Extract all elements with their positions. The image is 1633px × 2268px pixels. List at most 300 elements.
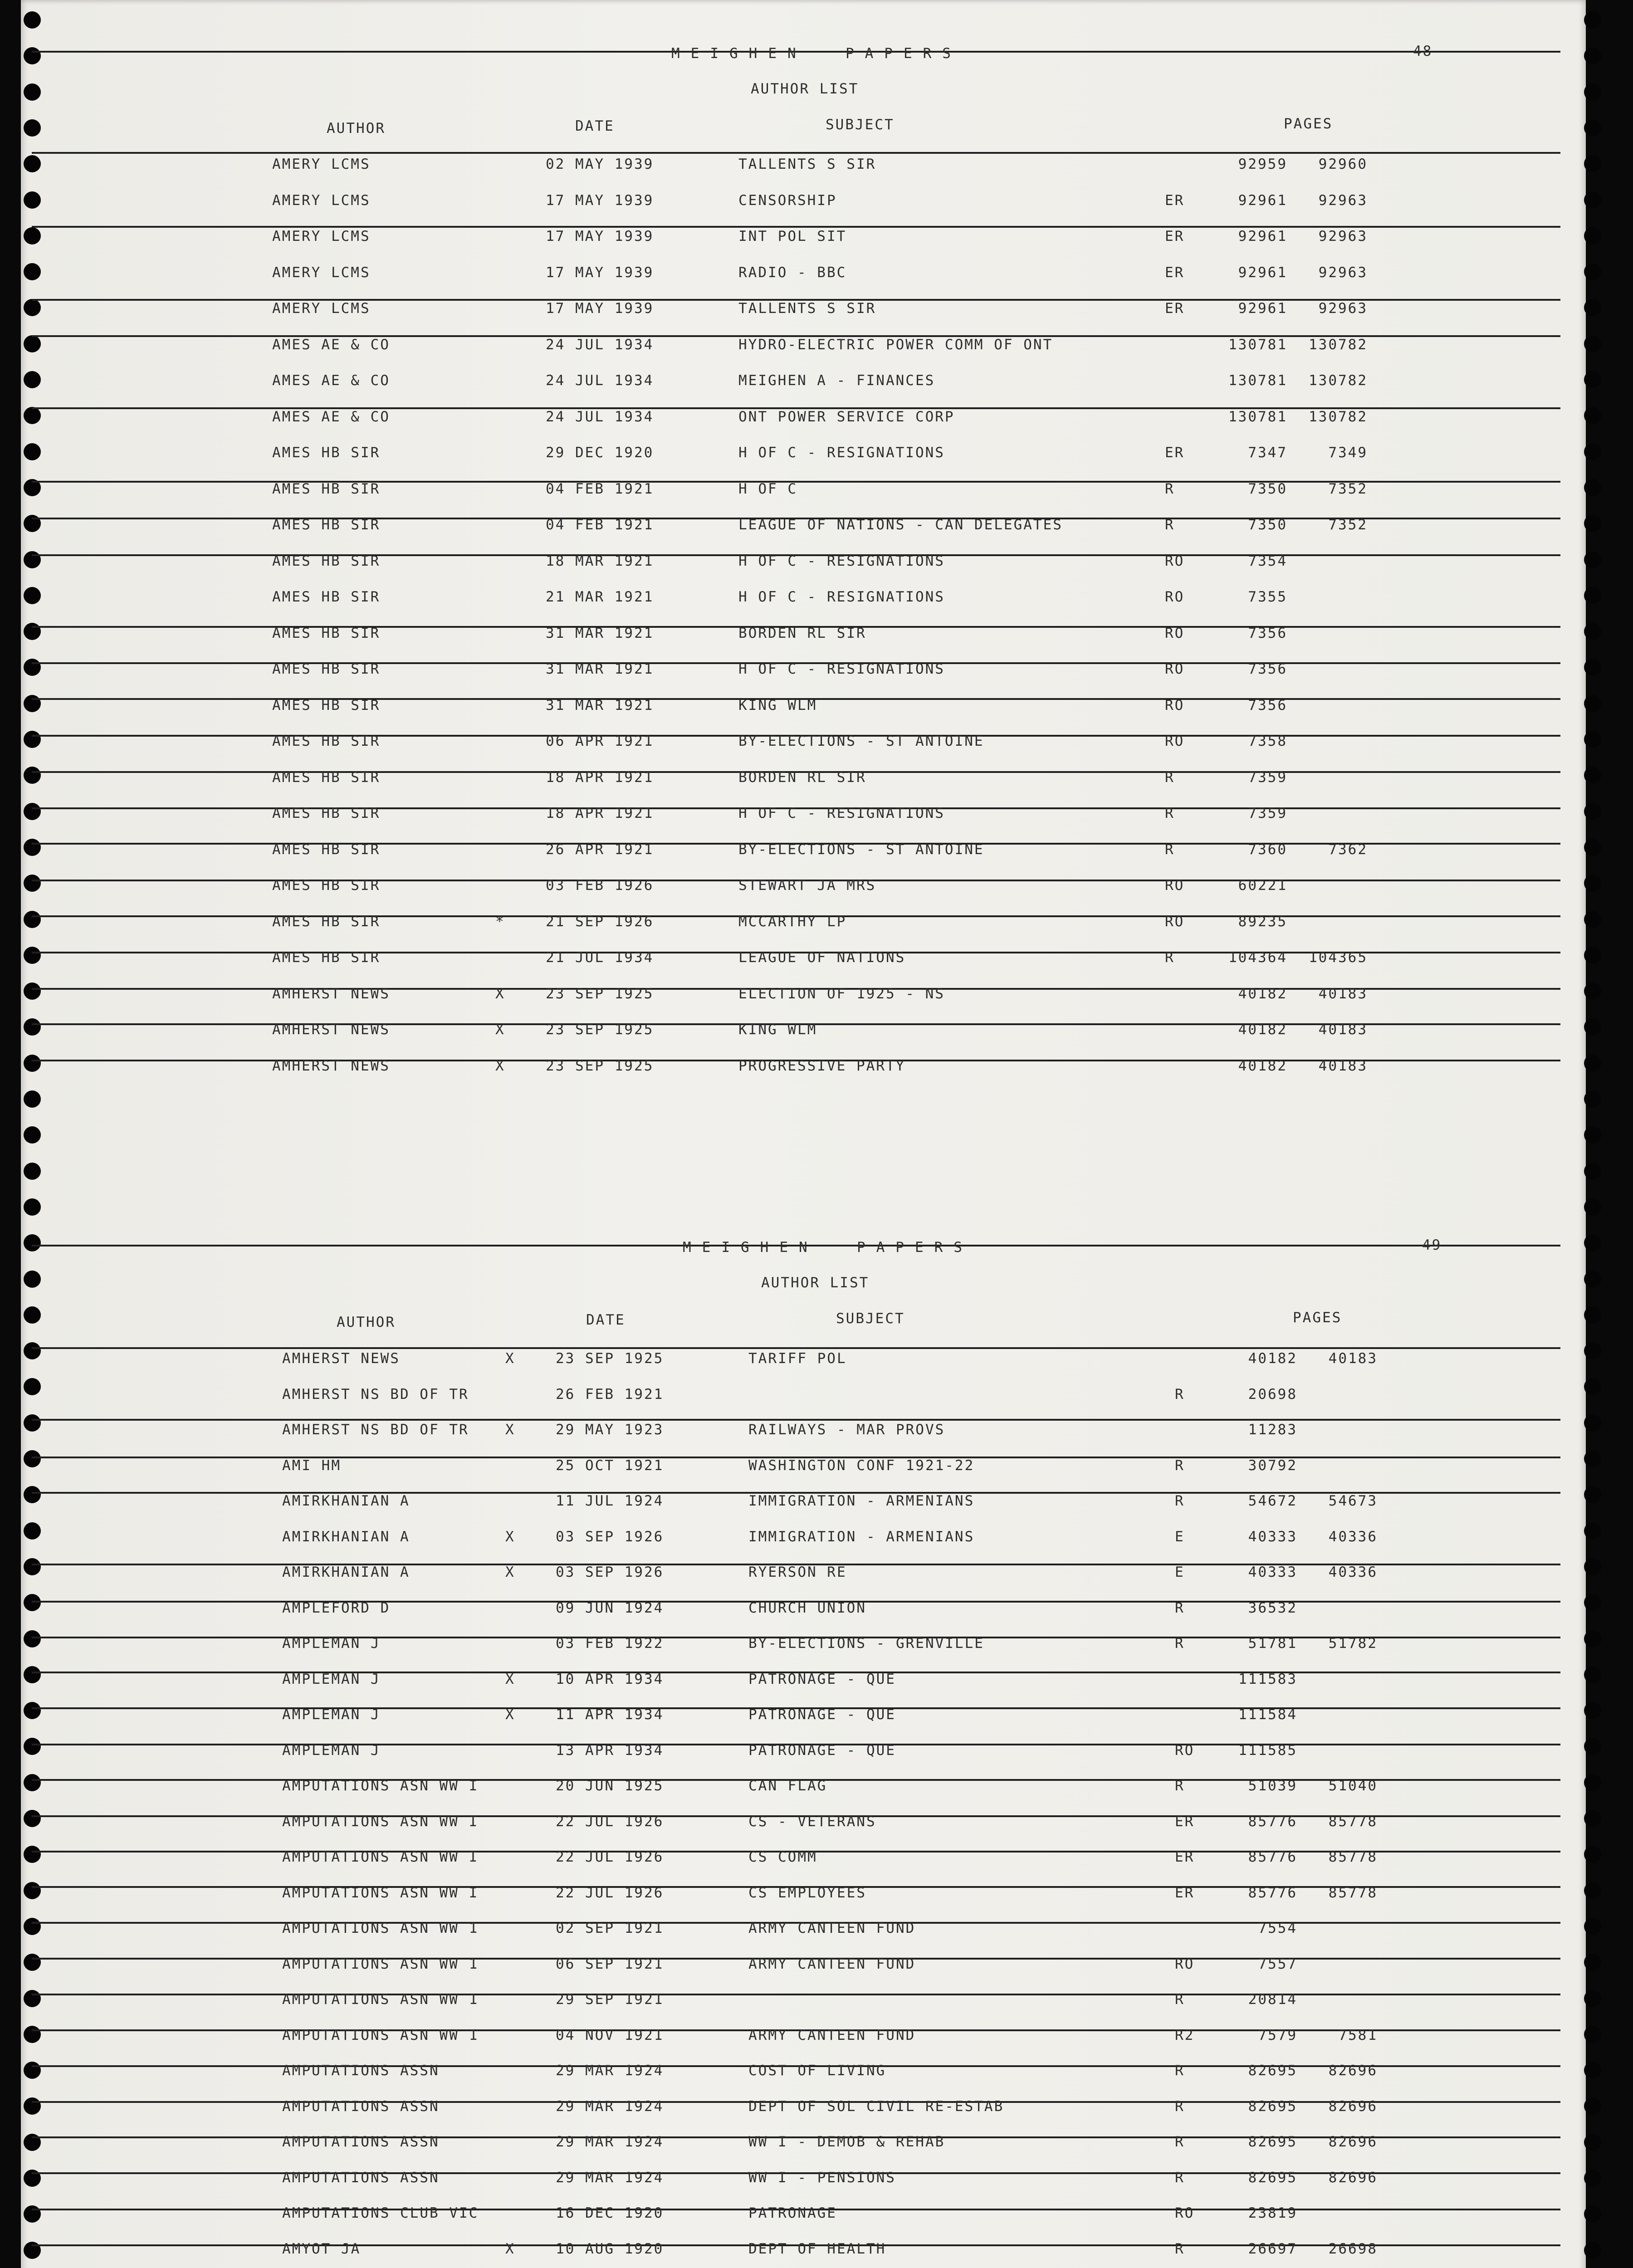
cell-author: AMPUTATIONS ASN WW 1 xyxy=(282,1920,479,1936)
cell-subject: PATRONAGE xyxy=(748,2205,837,2221)
cell-author: AMES HB SIR xyxy=(272,913,381,930)
cell-page-start: 82695 xyxy=(1248,2169,1297,2186)
tractor-hole xyxy=(24,1846,41,1863)
cell-subject: ARMY CANTEEN FUND xyxy=(748,2027,916,2043)
tractor-hole xyxy=(24,335,41,352)
cell-date: 04 FEB 1921 xyxy=(546,480,654,497)
cell-subject: CS EMPLOYEES xyxy=(748,1884,866,1901)
cell-flag: X xyxy=(495,1057,505,1074)
column-header-pages: PAGES xyxy=(1284,116,1333,132)
cell-date: 29 SEP 1921 xyxy=(556,1991,664,2008)
cell-subject: IMMIGRATION - ARMENIANS xyxy=(748,1493,975,1509)
row-separator-line xyxy=(32,1419,1560,1421)
cell-flag: X xyxy=(505,1350,515,1367)
cell-author: AMPUTATIONS ASN WW I xyxy=(282,1813,479,1830)
cell-page-start: 40333 xyxy=(1248,1564,1297,1580)
cell-code: E xyxy=(1175,1528,1185,1545)
cell-page-start: 51039 xyxy=(1248,1778,1297,1794)
tractor-hole xyxy=(24,1810,41,1827)
cell-author: AMPUTATIONS ASN WW I xyxy=(282,1778,479,1794)
tractor-hole xyxy=(24,1918,41,1935)
column-header-subject: SUBJECT xyxy=(826,117,895,133)
cell-page-end: 40183 xyxy=(1318,1057,1368,1074)
tractor-hole xyxy=(1584,155,1601,172)
cell-date: 02 MAY 1939 xyxy=(546,156,654,172)
tractor-hole xyxy=(24,1271,41,1288)
cell-date: 29 MAR 1924 xyxy=(556,2134,664,2150)
cell-page-start: 7350 xyxy=(1248,480,1287,497)
tractor-hole xyxy=(1584,587,1601,604)
cell-author: AMES HB SIR xyxy=(272,877,381,894)
cell-page-start: 104364 xyxy=(1228,949,1287,966)
cell-author: AMHERST NEWS xyxy=(272,1022,390,1038)
cell-page-start: 7356 xyxy=(1248,697,1287,714)
cell-code: RO xyxy=(1165,733,1185,749)
tractor-hole xyxy=(1584,1954,1601,1971)
cell-date: 23 SEP 1925 xyxy=(546,1022,654,1038)
list-subtitle: AUTHOR LIST xyxy=(761,1275,870,1291)
tractor-hole xyxy=(1584,1163,1601,1180)
cell-code: R xyxy=(1175,1599,1185,1616)
cell-code: R xyxy=(1175,1493,1185,1509)
tractor-hole xyxy=(1584,875,1601,892)
cell-subject: H OF C - RESIGNATIONS xyxy=(738,589,945,605)
cell-page-end: 85778 xyxy=(1328,1849,1378,1865)
tractor-hole xyxy=(1584,1306,1601,1324)
cell-code: RO xyxy=(1165,877,1185,894)
tractor-hole xyxy=(24,1630,41,1647)
left-tractor-holes xyxy=(22,0,43,2268)
cell-author: AMES AE & CO xyxy=(272,372,390,389)
cell-date: 25 OCT 1921 xyxy=(556,1457,664,1474)
cell-code: ER xyxy=(1165,445,1185,461)
cell-subject: TALLENTS S SIR xyxy=(738,300,876,317)
cell-date: 29 MAY 1923 xyxy=(556,1422,664,1438)
cell-date: 11 APR 1934 xyxy=(556,1706,664,1723)
cell-author: AMES HB SIR xyxy=(272,697,381,714)
cell-subject: RAILWAYS - MAR PROVS xyxy=(748,1422,945,1438)
tractor-hole xyxy=(1584,731,1601,748)
tractor-hole xyxy=(1584,1774,1601,1791)
tractor-hole xyxy=(1584,2170,1601,2187)
cell-subject: WASHINGTON CONF 1921-22 xyxy=(748,1457,975,1474)
cell-author: AMHERST NS BD OF TR xyxy=(282,1422,469,1438)
tractor-hole xyxy=(24,407,41,424)
cell-code: ER xyxy=(1165,264,1185,281)
cell-author: AMYOT JA xyxy=(282,2240,361,2257)
tractor-hole xyxy=(24,1666,41,1683)
tractor-hole xyxy=(1584,1738,1601,1755)
tractor-hole xyxy=(1584,1342,1601,1359)
tractor-hole xyxy=(24,2062,41,2079)
cell-author: AMERY LCMS xyxy=(272,228,371,244)
cell-code: R xyxy=(1175,1778,1185,1794)
cell-page-start: 7359 xyxy=(1248,805,1287,821)
tractor-hole xyxy=(24,1450,41,1467)
cell-subject: KING WLM xyxy=(738,697,817,714)
tractor-hole xyxy=(1584,1918,1601,1935)
cell-page-end: 40336 xyxy=(1328,1564,1378,1580)
tractor-hole xyxy=(1584,947,1601,964)
tractor-hole xyxy=(1584,803,1601,820)
cell-date: 03 FEB 1926 xyxy=(546,877,654,894)
cell-date: 17 MAY 1939 xyxy=(546,264,654,281)
cell-page-end: 130782 xyxy=(1309,372,1368,389)
tractor-hole xyxy=(1584,982,1601,1000)
cell-subject: CHURCH UNION xyxy=(748,1599,866,1616)
tractor-hole xyxy=(24,1594,41,1611)
cell-date: 23 SEP 1925 xyxy=(546,985,654,1002)
cell-flag: * xyxy=(495,913,505,930)
cell-date: 21 SEP 1926 xyxy=(546,913,654,930)
cell-flag: X xyxy=(505,1564,515,1580)
tractor-hole xyxy=(1584,299,1601,316)
cell-subject: TALLENTS S SIR xyxy=(738,156,876,172)
cell-date: 20 JUN 1925 xyxy=(556,1778,664,1794)
row-separator-line xyxy=(32,226,1560,228)
cell-subject: PATRONAGE - QUE xyxy=(748,1671,896,1687)
cell-author: AMHERST NS BD OF TR xyxy=(282,1386,469,1403)
cell-page-start: 40182 xyxy=(1238,985,1287,1002)
cell-subject: H OF C - RESIGNATIONS xyxy=(738,661,945,677)
cell-author: AMPLEMAN J xyxy=(282,1706,381,1723)
right-tractor-holes xyxy=(1582,0,1603,2268)
cell-page-start: 20698 xyxy=(1248,1386,1297,1403)
cell-page-start: 85776 xyxy=(1248,1813,1297,1830)
cell-date: 24 JUL 1934 xyxy=(546,336,654,353)
cell-author: AMIRKHANIAN A xyxy=(282,1564,410,1580)
cell-code: E xyxy=(1175,1564,1185,1580)
cell-author: AMES HB SIR xyxy=(272,480,381,497)
tractor-hole xyxy=(24,1126,41,1144)
tractor-hole xyxy=(24,299,41,316)
tractor-hole xyxy=(1584,407,1601,424)
tractor-hole xyxy=(24,1774,41,1791)
cell-date: 06 APR 1921 xyxy=(546,733,654,749)
cell-author: AMES AE & CO xyxy=(272,336,390,353)
tractor-hole xyxy=(1584,263,1601,280)
cell-subject: WW I - DEMOB & REHAB xyxy=(748,2134,945,2150)
tractor-hole xyxy=(24,1702,41,1719)
cell-code: RO xyxy=(1165,589,1185,605)
row-separator-line xyxy=(32,152,1560,154)
tractor-hole xyxy=(24,803,41,820)
tractor-hole xyxy=(24,263,41,280)
cell-page-start: 7557 xyxy=(1258,1955,1297,1972)
cell-subject: HYDRO-ELECTRIC POWER COMM OF ONT xyxy=(738,336,1053,353)
cell-author: AMIRKHANIAN A xyxy=(282,1493,410,1509)
cell-date: 16 DEC 1920 xyxy=(556,2205,664,2221)
tractor-hole xyxy=(1584,767,1601,784)
cell-page-start: 7350 xyxy=(1248,517,1287,533)
cell-code: R xyxy=(1165,841,1175,858)
tractor-hole xyxy=(1584,1271,1601,1288)
cell-page-end: 92960 xyxy=(1318,156,1368,172)
tractor-hole xyxy=(1584,443,1601,460)
cell-page-start: 111585 xyxy=(1238,1742,1297,1759)
column-header-author: AUTHOR xyxy=(327,120,386,137)
tractor-hole xyxy=(24,1163,41,1180)
column-header-pages: PAGES xyxy=(1293,1310,1342,1326)
tractor-hole xyxy=(24,2205,41,2223)
cell-code: ER xyxy=(1165,228,1185,244)
tractor-hole xyxy=(1584,371,1601,388)
cell-subject: TARIFF POL xyxy=(748,1350,847,1367)
cell-page-start: 20814 xyxy=(1248,1991,1297,2008)
cell-author: AMPUTATIONS ASSN xyxy=(282,2134,440,2150)
cell-subject: H OF C - RESIGNATIONS xyxy=(738,552,945,569)
cell-flag: X xyxy=(505,1706,515,1723)
tractor-hole xyxy=(1584,551,1601,568)
tractor-hole xyxy=(1584,1882,1601,1899)
cell-subject: ONT POWER SERVICE CORP xyxy=(738,408,955,425)
tractor-hole xyxy=(24,1882,41,1899)
cell-flag: X xyxy=(495,1022,505,1038)
cell-page-end: 92963 xyxy=(1318,192,1368,209)
tractor-hole xyxy=(1584,839,1601,856)
cell-page-start: 7354 xyxy=(1248,552,1287,569)
cell-date: 22 JUL 1926 xyxy=(556,1849,664,1865)
cell-page-start: 26697 xyxy=(1248,2240,1297,2257)
cell-page-start: 60221 xyxy=(1238,877,1287,894)
tractor-hole xyxy=(1584,47,1601,64)
cell-page-start: 92961 xyxy=(1238,228,1287,244)
cell-author: AMES HB SIR xyxy=(272,552,381,569)
cell-subject: BY-ELECTIONS - GRENVILLE xyxy=(748,1635,984,1652)
tractor-hole xyxy=(24,1198,41,1216)
cell-date: 24 JUL 1934 xyxy=(546,372,654,389)
cell-subject: COST OF LIVING xyxy=(748,2063,886,2079)
cell-author: AMHERST NEWS xyxy=(282,1350,400,1367)
tractor-hole xyxy=(24,1522,41,1540)
cell-subject: CENSORSHIP xyxy=(738,192,837,209)
cell-author: AMES HB SIR xyxy=(272,445,381,461)
tractor-hole xyxy=(1584,1630,1601,1647)
cell-author: AMERY LCMS xyxy=(272,192,371,209)
cell-page-start: 51781 xyxy=(1248,1635,1297,1652)
cell-date: 09 JUN 1924 xyxy=(556,1599,664,1616)
cell-date: 06 SEP 1921 xyxy=(556,1955,664,1972)
cell-page-start: 130781 xyxy=(1228,336,1287,353)
row-separator-line xyxy=(32,1994,1560,1995)
tractor-hole xyxy=(24,1486,41,1503)
tractor-hole xyxy=(1584,1126,1601,1144)
cell-page-end: 130782 xyxy=(1309,336,1368,353)
cell-date: 02 SEP 1921 xyxy=(556,1920,664,1936)
cell-author: AMERY LCMS xyxy=(272,156,371,172)
cell-subject: DEPT OF HEALTH xyxy=(748,2240,886,2257)
tractor-hole xyxy=(24,659,41,676)
cell-subject: BORDEN RL SIR xyxy=(738,625,866,641)
tractor-hole xyxy=(24,119,41,137)
tractor-hole xyxy=(24,839,41,856)
column-header-date: DATE xyxy=(575,118,615,134)
cell-page-start: 111583 xyxy=(1238,1671,1297,1687)
tractor-hole xyxy=(24,1055,41,1072)
cell-page-start: 82695 xyxy=(1248,2098,1297,2115)
cell-page-end: 40183 xyxy=(1318,1022,1368,1038)
tractor-hole xyxy=(24,911,41,928)
cell-page-start: 89235 xyxy=(1238,913,1287,930)
cell-subject: STEWART JA MRS xyxy=(738,877,876,894)
cell-page-start: 23819 xyxy=(1248,2205,1297,2221)
cell-author: AMPUTATIONS ASSN xyxy=(282,2063,440,2079)
tractor-hole xyxy=(24,587,41,604)
tractor-hole xyxy=(1584,1378,1601,1395)
tractor-hole xyxy=(1584,11,1601,29)
tractor-hole xyxy=(1584,1810,1601,1827)
cell-subject: BORDEN RL SIR xyxy=(738,769,866,786)
cell-date: 23 SEP 1925 xyxy=(556,1350,664,1367)
cell-subject: PROGRESSIVE PARTY xyxy=(738,1057,906,1074)
cell-subject: RADIO - BBC xyxy=(738,264,847,281)
cell-code: ER xyxy=(1165,300,1185,317)
cell-page-end: 51040 xyxy=(1328,1778,1378,1794)
cell-date: 22 JUL 1926 xyxy=(556,1884,664,1901)
cell-author: AMIRKHANIAN A xyxy=(282,1528,410,1545)
cell-date: 18 APR 1921 xyxy=(546,769,654,786)
cell-author: AMHERST NEWS xyxy=(272,1057,390,1074)
cell-author: AMPUTATIONS ASN WW I xyxy=(282,1884,479,1901)
cell-subject: CS COMM xyxy=(748,1849,817,1865)
cell-page-start: 40333 xyxy=(1248,1528,1297,1545)
tractor-hole xyxy=(1584,1594,1601,1611)
cell-page-start: 7356 xyxy=(1248,661,1287,677)
cell-subject: H OF C - RESIGNATIONS xyxy=(738,805,945,821)
tractor-hole xyxy=(1584,911,1601,928)
tractor-hole xyxy=(24,371,41,388)
cell-subject: WW I - PENSIONS xyxy=(748,2169,896,2186)
cell-subject: DEPT OF SOL CIVIL RE-ESTAB xyxy=(748,2098,1004,2115)
cell-code: ER xyxy=(1175,1813,1195,1830)
cell-page-end: 85778 xyxy=(1328,1813,1378,1830)
cell-page-end: 40336 xyxy=(1328,1528,1378,1545)
cell-subject: ARMY CANTEEN FUND xyxy=(748,1920,916,1936)
tractor-hole xyxy=(1584,335,1601,352)
cell-date: 10 AUG 1920 xyxy=(556,2240,664,2257)
cell-author: AMES HB SIR xyxy=(272,661,381,677)
tractor-hole xyxy=(1584,1990,1601,2007)
cell-page-start: 130781 xyxy=(1228,372,1287,389)
tractor-hole xyxy=(24,947,41,964)
cell-page-end: 7349 xyxy=(1328,445,1368,461)
cell-author: AMPUTATIONS ASN WW 1 xyxy=(282,1955,479,1972)
cell-subject: PATRONAGE - QUE xyxy=(748,1742,896,1759)
cell-author: AMES HB SIR xyxy=(272,733,381,749)
tractor-hole xyxy=(1584,2134,1601,2151)
cell-subject: H OF C xyxy=(738,480,797,497)
cell-code: R xyxy=(1165,769,1175,786)
cell-author: AMES HB SIR xyxy=(272,841,381,858)
tractor-hole xyxy=(1584,191,1601,209)
cell-page-end: 7581 xyxy=(1338,2027,1378,2043)
tractor-hole xyxy=(24,1342,41,1359)
cell-page-start: 7356 xyxy=(1248,625,1287,641)
cell-subject: CS - VETERANS xyxy=(748,1813,876,1830)
cell-code: R xyxy=(1175,2240,1185,2257)
tractor-hole xyxy=(24,551,41,568)
cell-page-start: 111584 xyxy=(1238,1706,1297,1723)
cell-page-end: 104365 xyxy=(1309,949,1368,966)
cell-author: AMES AE & CO xyxy=(272,408,390,425)
cell-page-start: 7360 xyxy=(1248,841,1287,858)
cell-page-end: 51782 xyxy=(1328,1635,1378,1652)
tractor-hole xyxy=(24,1414,41,1432)
cell-page-start: 54672 xyxy=(1248,1493,1297,1509)
tractor-hole xyxy=(1584,515,1601,532)
cell-author: AMI HM xyxy=(282,1457,341,1474)
tractor-hole xyxy=(1584,623,1601,640)
cell-author: AMPUTATIONS ASN WW 1 xyxy=(282,1991,479,2008)
tractor-hole xyxy=(1584,479,1601,496)
tractor-hole xyxy=(24,2026,41,2043)
cell-author: AMPUTATIONS ASN WW I xyxy=(282,1849,479,1865)
tractor-hole xyxy=(1584,1414,1601,1432)
cell-subject: H OF C - RESIGNATIONS xyxy=(738,445,945,461)
cell-date: 23 SEP 1925 xyxy=(546,1057,654,1074)
cell-code: R xyxy=(1165,480,1175,497)
tractor-hole xyxy=(1584,2097,1601,2115)
tractor-hole xyxy=(24,1954,41,1971)
column-header-subject: SUBJECT xyxy=(836,1310,905,1327)
cell-code: R2 xyxy=(1175,2027,1195,2043)
cell-author: AMPLEMAN J xyxy=(282,1742,381,1759)
cell-author: AMES HB SIR xyxy=(272,949,381,966)
cell-date: 04 FEB 1921 xyxy=(546,517,654,533)
cell-date: 26 APR 1921 xyxy=(546,841,654,858)
cell-page-start: 7579 xyxy=(1258,2027,1297,2043)
cell-page-start: 7347 xyxy=(1248,445,1287,461)
cell-code: R xyxy=(1175,2134,1185,2150)
cell-author: AMERY LCMS xyxy=(272,264,371,281)
cell-page-end: 130782 xyxy=(1309,408,1368,425)
tractor-hole xyxy=(24,1234,41,1251)
page-title: MEIGHEN PAPERS xyxy=(683,1239,973,1256)
cell-code: RO xyxy=(1165,552,1185,569)
cell-page-start: 92961 xyxy=(1238,192,1287,209)
tractor-hole xyxy=(1584,1234,1601,1251)
cell-page-end: 82696 xyxy=(1328,2098,1378,2115)
cell-page-start: 36532 xyxy=(1248,1599,1297,1616)
cell-date: 13 APR 1934 xyxy=(556,1742,664,1759)
cell-page-start: 82695 xyxy=(1248,2134,1297,2150)
column-header-date: DATE xyxy=(586,1312,626,1328)
tractor-hole xyxy=(1584,1846,1601,1863)
cell-flag: X xyxy=(505,1671,515,1687)
cell-page-start: 130781 xyxy=(1228,408,1287,425)
tractor-hole xyxy=(1584,1018,1601,1036)
tractor-hole xyxy=(24,47,41,64)
cell-date: 24 JUL 1934 xyxy=(546,408,654,425)
cell-date: 03 SEP 1926 xyxy=(556,1528,664,1545)
cell-page-start: 30792 xyxy=(1248,1457,1297,1474)
cell-date: 03 SEP 1926 xyxy=(556,1564,664,1580)
tractor-hole xyxy=(1584,1198,1601,1216)
page-number: 48 xyxy=(1413,43,1433,59)
cell-page-start: 82695 xyxy=(1248,2063,1297,2079)
tractor-hole xyxy=(24,155,41,172)
tractor-hole xyxy=(24,1378,41,1395)
cell-date: 29 MAR 1924 xyxy=(556,2063,664,2079)
cell-flag: X xyxy=(505,1528,515,1545)
cell-author: AMPUTATIONS ASSN xyxy=(282,2169,440,2186)
cell-date: 17 MAY 1939 xyxy=(546,192,654,209)
cell-subject: LEAGUE OF NATIONS xyxy=(738,949,906,966)
list-subtitle: AUTHOR LIST xyxy=(751,81,859,97)
page-number: 49 xyxy=(1422,1237,1442,1253)
cell-subject: BY-ELECTIONS - ST ANTOINE xyxy=(738,733,984,749)
cell-page-start: 92961 xyxy=(1238,300,1287,317)
